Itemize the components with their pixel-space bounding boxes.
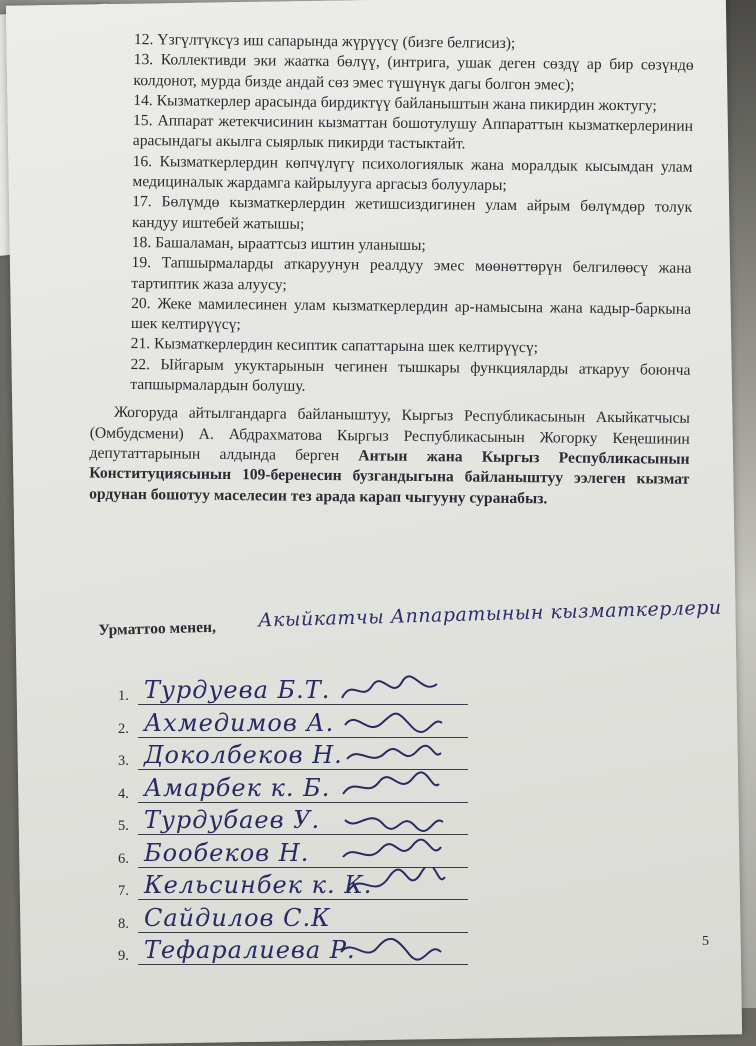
signature-number: 9. <box>118 948 129 964</box>
signature-number: 2. <box>118 720 129 737</box>
signature-name: Ахмедимов А. <box>144 708 335 737</box>
signature-scribble <box>337 705 447 741</box>
list-item: 18. Башаламан, ырааттсыз иштин уланышы; <box>131 233 426 255</box>
list-item: 21. Кызматкерлердин кесиптик сапаттарына шек келтирүүсү; <box>130 335 539 357</box>
signature-name: Амарбек к. Б. <box>144 773 331 802</box>
signature-number: 5. <box>118 818 129 834</box>
signature-name: Сайдилов С.К <box>144 903 331 932</box>
signature-name: Турдуева Б.Т. <box>144 676 331 704</box>
signature-scribble <box>337 932 447 968</box>
list-item: 19. Тапшырмаларды аткаруунун реалдуу эмес мөөнөттөрүн белгилөөсү жана тартиптик жаза алуусу; <box>131 254 692 294</box>
signature-row <box>112 773 532 809</box>
list-item: 20. Жеке мамилесинен улам кызматкерлердин ар-намысына жана кадыр-баркына шек келтирүүсү; <box>130 294 692 334</box>
list-item: 14. Кызматкерлер арасында бирдиктүү байланыштын жана пикирдин жоктугу; <box>133 91 657 115</box>
signature-scribble <box>337 672 447 708</box>
signature-number: 1. <box>118 688 129 704</box>
document-body <box>89 30 694 526</box>
signature-list <box>112 678 532 971</box>
signature-row <box>112 743 532 776</box>
signature-scribble <box>337 737 447 773</box>
signature-number: 4. <box>118 785 129 802</box>
signature-scribble <box>337 770 447 806</box>
signature-row <box>112 678 532 711</box>
handwritten-note: Акыйкатчы Аппаратынын кызматкерлери <box>257 596 722 632</box>
list-item: 15. Аппарат жетекчисинин кызматтан бошотулушу Аппараттын кызматкерлеринин арасындагы акылга сыярлык пикирди тастыктайт. <box>132 112 694 153</box>
signature-scribble <box>337 835 447 871</box>
signature-row <box>112 708 532 744</box>
closing-paragraph <box>89 403 690 511</box>
page-number: 5 <box>702 934 709 949</box>
signature-name: Кельсинбек к. К. <box>144 871 373 899</box>
signature-row <box>112 838 532 874</box>
greeting: Урматтоо менен, <box>98 618 217 639</box>
signature-number: 8. <box>118 915 129 932</box>
signature-name: Доколбеков Н. <box>144 741 343 769</box>
signature-row <box>112 903 532 939</box>
closing-request: Антын жана Кыргыз Республикасынын Конституциясынын 109-беренесин бузгандыгына байланыштуу ээлеген кызмат ордунан бошотуу маселесин тез арада карап чыгууну суранабыз. <box>89 447 690 507</box>
signature-name: Тефаралиева Р. <box>144 936 356 964</box>
signature-name: Бообеков Н. <box>144 838 310 867</box>
signature-row <box>112 873 532 906</box>
signature-row <box>112 808 532 841</box>
list-item: 12. Үзгүлтүксүз иш сапарында жүрүүсү (бизге белгисиз); <box>133 30 516 52</box>
signature-name: Турдубаев У. <box>144 806 321 834</box>
list-item: 22. Ыйгарым укуктарынын чегинен тышкары функцияларды аткаруу боюнча тапшырмалардын болушу. <box>130 355 691 395</box>
signature-number: 7. <box>118 883 129 899</box>
signature-number: 3. <box>118 753 129 769</box>
list-item: 13. Коллективди эки жаатка бөлүү, (интрига, ушак деген сөздү ар бир сөзүндө колдонот, мурда бизде андай сөз эмес түшүнүк дагы болгон эмес); <box>133 51 694 94</box>
signature-scribble <box>337 802 447 838</box>
signature-number: 6. <box>118 850 129 867</box>
signature-row <box>112 938 532 971</box>
list-item: 17. Бөлүмдө кызматкерлердин жетишсиздигинен улам айрым бөлүмдөр толук кандуу иштебей жатышы; <box>131 193 693 233</box>
list-item: 16. Кызматкерлердин көпчүлүгү психологиялык жана моралдык кысымдан улам медициналык жардамга кайрылууга аргасыз болуулары; <box>132 152 693 194</box>
closing-text: Жогоруда айтылгандарга байланыштуу, Кыргыз Республикасынын Акыйкатчысы (Омбудсмени) А. Абдрахматова Кыргыз Республикасынын Жогорку Кеңешинин депутаттарынын алдында берген <box>89 404 691 465</box>
signature-scribble <box>337 867 447 903</box>
